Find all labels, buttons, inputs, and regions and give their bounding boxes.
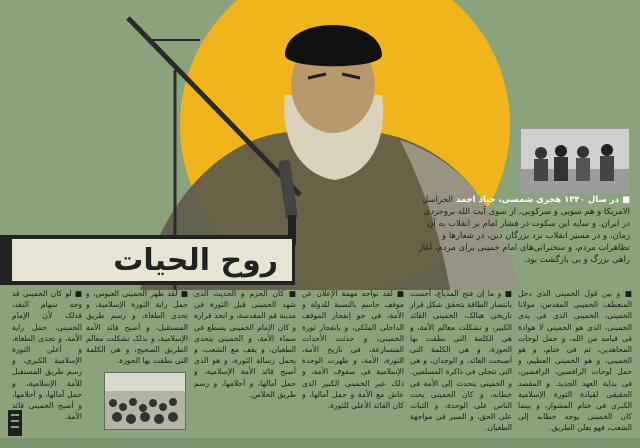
page-title: روح الحیات: [113, 242, 278, 278]
text-column-1: ■ و بین قول الخمینی الذی دخل المنعطف الخمینی المقدس، مولانا الخمینی، الخمینی الذی فی یدی الخمینی، الذی هو الخمینی لا هوادة فی قیامه من الله، و حمل لوحات المجاهدین، ثم فی ختام، و هو الخمینی، و هو الخمینی العظیم، و حمل لوحات الرافضین، الرافضین، فی بدایة العهد الجدید. و المقصد الحقیقی لقیادة الثورة الإسلامیة الکبری فی ختام المشوار، و بینما کان الخمینی یوجه خطابه إلی الشعب، فهو یعلن الطریق.: [518, 289, 632, 433]
archival-photo-group: [520, 128, 630, 194]
archival-photo-crowd: [104, 372, 186, 430]
text-column-5: ■ لقد ظهر الخمینی العبوس، و حمل رایة الثورة الإسلامیة، و تحدی الطغاة، و رسم طریق المستقبل، و أصبح قائد الأمة الإسلامیة، و بذلک تشکلت معالم الطریق الصحیح، و هی الکلمة التی نطقت بها الحوزة.: [86, 289, 188, 366]
text-column-3: ■ لقد نواجه مهمة الإعلان عن موقف حاسم بالنسبة للدولة و الأمة، فی جو إنفجار الموقف الداخلی الملکی، و بانفجار ثورة الخمینی، و حدثت الأحداث المتسارعة، فی تاریخ الأمة، الثورة، الأمة، و ظهرت الوحدة الإسلامیة فی صفوف الأمة، و ذلک عبر الخمینی الکبیر الذی عاش مع الأمة و حمل آمالها، و کان القائد الأعلی للثورة.: [302, 289, 404, 411]
right-caption: [418, 194, 630, 274]
text-column-4: ■ کان الحزم و الحدیث الذی شهد الخمینی قبل الثورة فی مدینة قم المقدسة، و اتخذ قراره و کان الإمام الخمینی یسطع فی سماء الأمة، و الخمینی یتحدی الطغیان، و یقف مع الشعب، و یحمل رسالة الثورة، و هو الذی أصبح قائد الأمة الإسلامیة، و حمل آمالها، و أحلامها، و رسم طریق الخلاص.: [194, 289, 296, 399]
caption-body: الحراسل الامریکا و هم سویی و سرکوبی، از سوی آیت الله بروجردی در ایران. و سایه این سکوت در فشار امام بر انقلاب به آن زمان، و در مسیر انقلاب نزد بزرگان دین، در شعارها و تظاهرات مردم، و سخنرانی‌های امام خمینی برای مردم، آغاز راهی بزرگ و بی بازگشت بود.: [418, 195, 630, 265]
caption-highlight: ■ در سال ۱۳۴۰ هجری شمسی، جیاد احمد: [455, 195, 630, 205]
text-column-6: ■ لو کان الخمینی قد وجه سهام النقد، فذلک لأن الإمام الخمینی، حمل رایة الأمة، و تحدی الطغاة، و أعلن الثورة الإسلامیة الکبری، و رسم طریق المستقبل للأمة الإسلامیة، و حمل آمالها، و أحلامها، و أصبح الخمینی قائد الأمة.: [12, 289, 82, 422]
emblem-icon: [6, 408, 24, 438]
title-bar: [0, 235, 295, 285]
text-column-2: ■ و ما إن فتح المذیاع، أحست بانتصار الطاقة بتحقق شکل قرار تاریخی هنالک، الخمینی القائد الکبیر، و تشکلت معالم الأمة، و هی الکلمة التی نطقت بها الحوزة، و هی الکلمة التی أصبحت القائد، و الوجدان، و هی التی تتجلی فی ذاکرة المسلمین. و الخمینی یتحدث إلی الأمة فی خطابه، و کان الخمینی یحث الناس علی الوحدة، و الثبات علی الحق، و الصبر فی مواجهة الطغیان.: [410, 289, 512, 433]
bottom-strip: [0, 438, 640, 448]
title-panel: [12, 239, 292, 281]
